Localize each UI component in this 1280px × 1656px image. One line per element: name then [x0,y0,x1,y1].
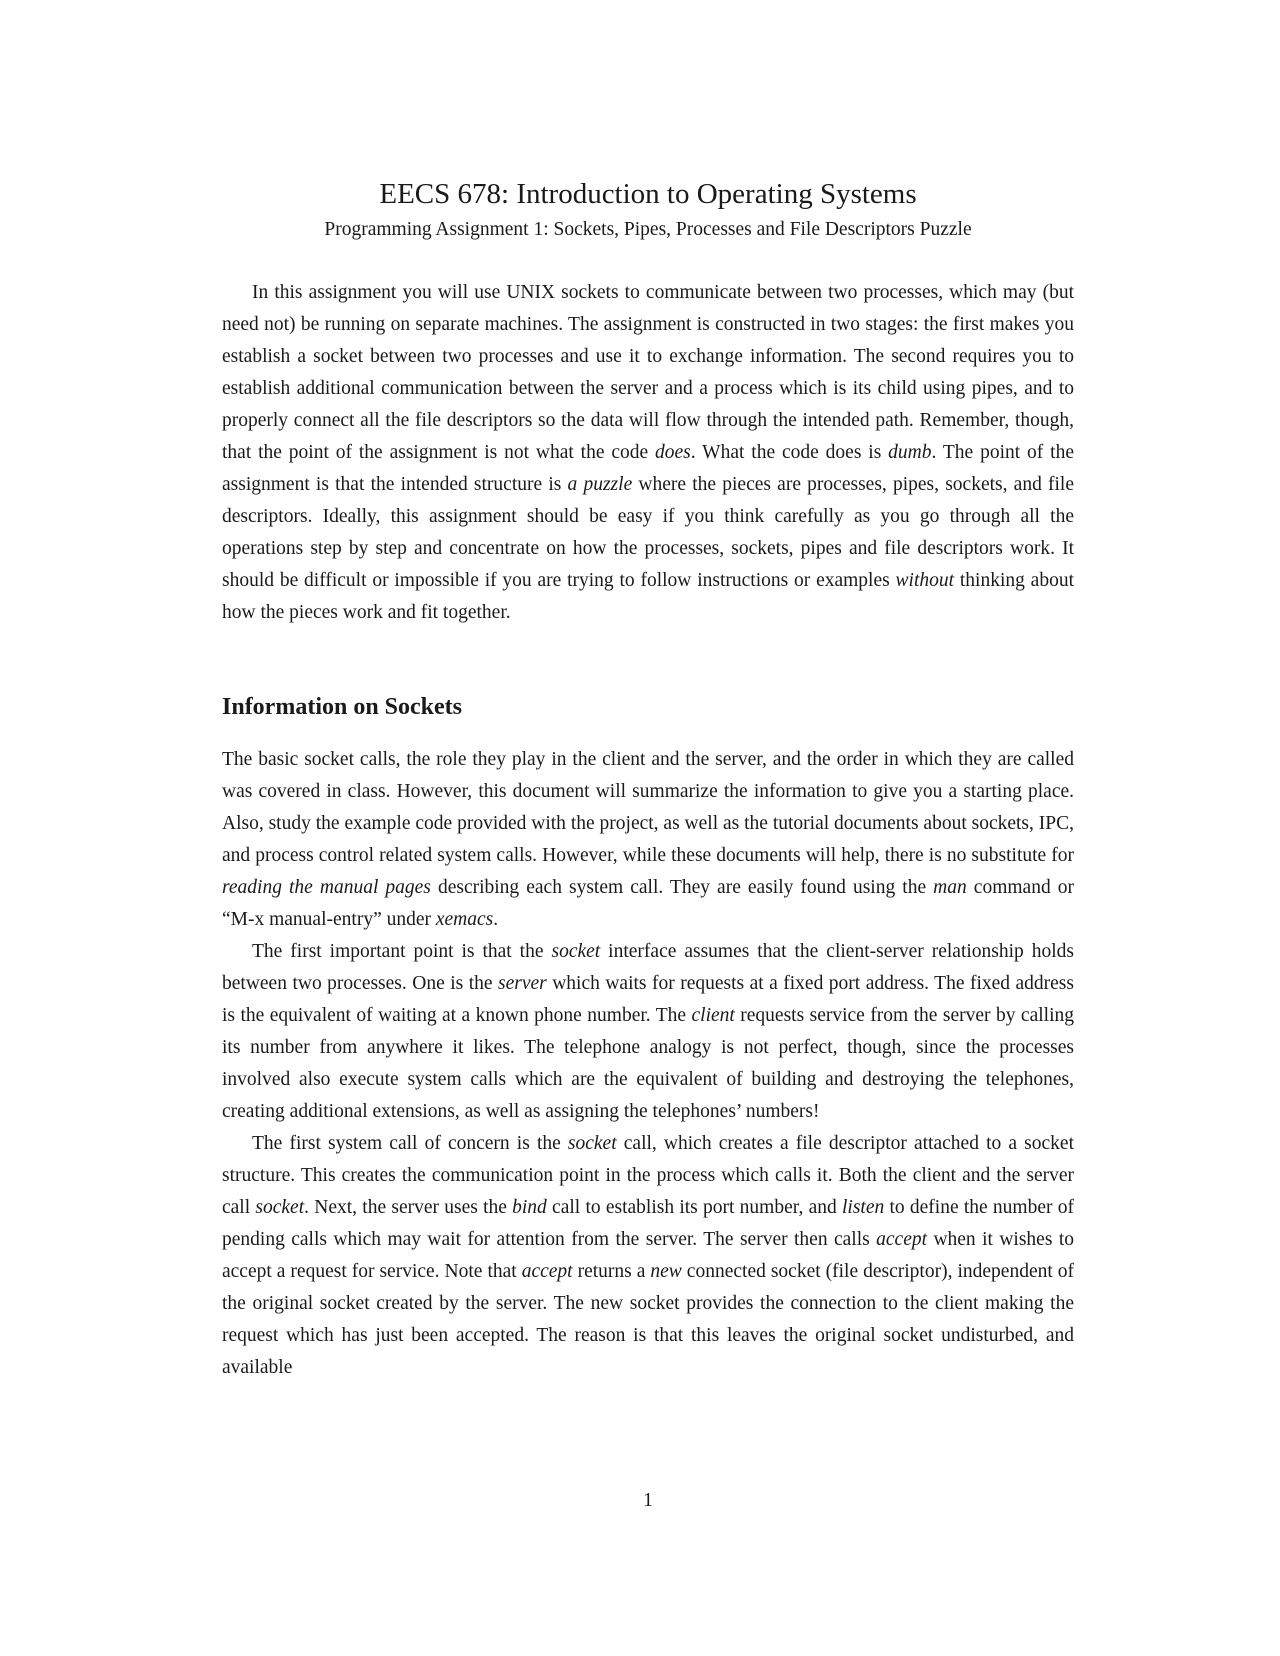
document-subtitle: Programming Assignment 1: Sockets, Pipes, Processes and File Descriptors Puzzle [324,219,972,240]
paragraph-socket-calls: The basic socket calls, the role they play in the client and the server, and the order in which they are called was covered in class. However, this document will summarize the information to give you a starting place. Also, study the example code provided with the project, as well as the tutorial documents about sockets, IPC, and process control related system calls. However, while these documents will help, there is no substitute for reading the manual pages describing each system call. They are easily found using the man command or “M-x manual-entry” under xemacs. [222,749,1074,930]
document-title: EECS 678: Introduction to Operating Systems [379,178,917,210]
section-body [222,744,1074,1384]
page-number: 1 [643,1490,653,1511]
paragraph-client-server: The first important point is that the socket interface assumes that the client-server relationship holds between two processes. One is the server which waits for requests at a fixed port address. The fixed address is the equivalent of waiting at a known phone number. The client requests service from the server by calling its number from anywhere it likes. The telephone analogy is not perfect, though, since the processes involved also execute system calls which are the equivalent of building and destroying the telephones, creating additional extensions, as well as assigning the telephones’ numbers! [222,941,1075,1122]
paragraph-system-calls: The first system call of concern is the socket call, which creates a file descriptor attached to a socket structure. This creates the communication point in the process which calls it. Both the client and the server call socket. Next, the server uses the bind call to establish its port number, and listen to define the number of pending calls which may wait for attention from the server. The server then calls accept when it wishes to accept a request for service. Note that accept returns a new connected socket (file descriptor), independent of the original socket created by the server. The new socket provides the connection to the client making the request which has just been accepted. The reason is that this leaves the original socket undisturbed, and available [222,1133,1074,1378]
section-heading: Information on Sockets [222,694,463,720]
intro-paragraph: In this assignment you will use UNIX sockets to communicate between two processes, which may (but need not) be running on separate machines. The assignment is constructed in two stages: the first makes you establish a socket between two processes and use it to exchange information. The second requires you to establish additional communication between the server and a process which is its child using pipes, and to properly connect all the file descriptors so the data will flow through the intended path. Remember, though, that the point of the assignment is not what the code does. What the code does is dumb. The point of the assignment is that the intended structure is a puzzle where the pieces are processes, pipes, sockets, and file descriptors. Ideally, this assignment should be easy if you think carefully as you go through all the operations step by step and concentrate on how the processes, sockets, pipes and file descriptors work. It should be difficult or impossible if you are trying to follow instructions or examples without thinking about how the pieces work and fit together. [222,282,1075,623]
